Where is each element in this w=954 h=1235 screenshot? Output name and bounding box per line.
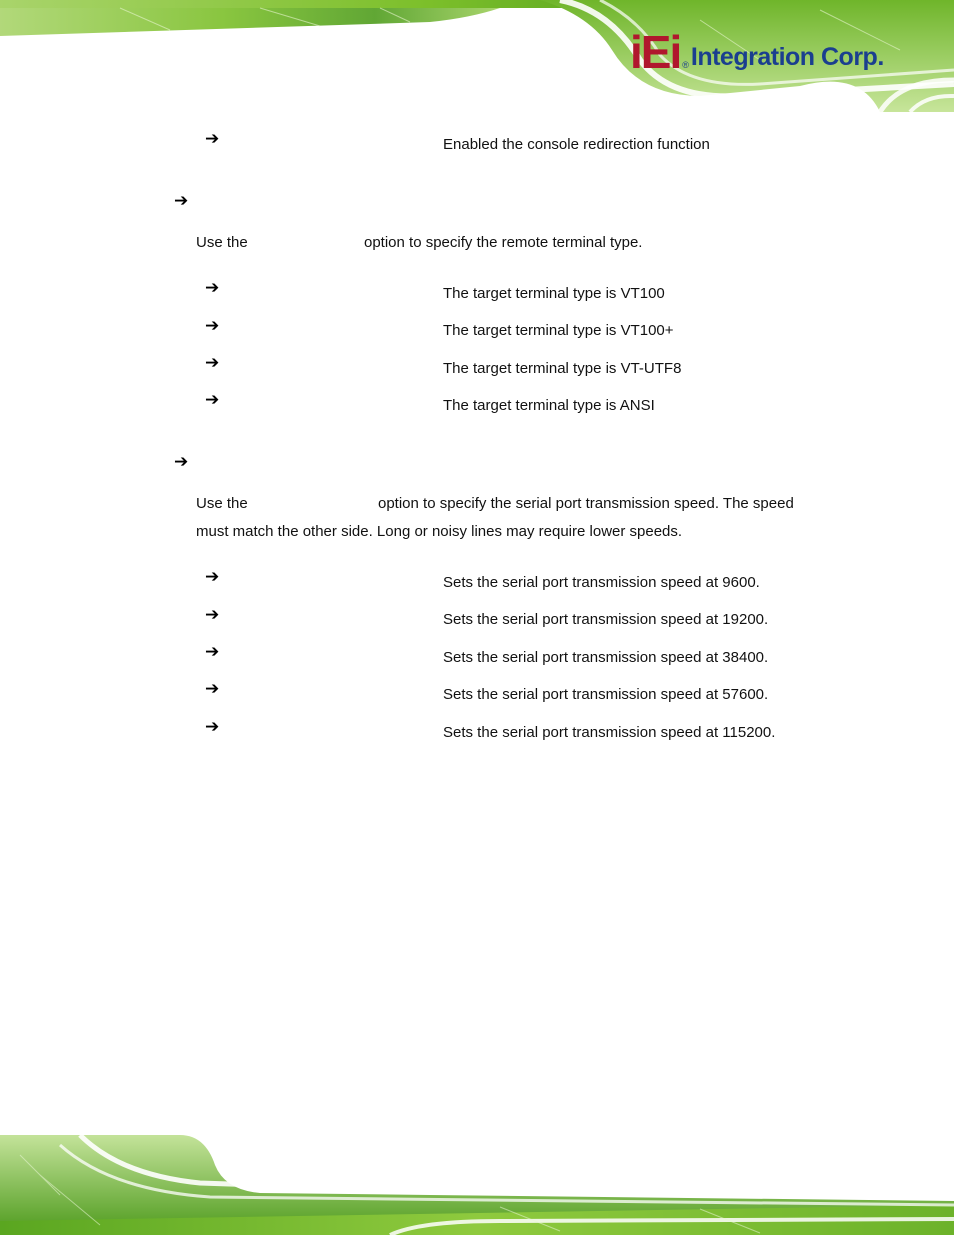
arrow-icon: ➔ xyxy=(205,353,220,373)
baud-rate-intro-line1: option to specify the serial port transmission speed. The speed xyxy=(378,495,794,512)
terminal-type-intro-suffix: option to specify the remote terminal type. xyxy=(364,234,643,251)
arrow-icon: ➔ xyxy=(205,129,220,149)
arrow-icon: ➔ xyxy=(205,278,220,298)
arrow-icon: ➔ xyxy=(205,567,220,587)
arrow-icon: ➔ xyxy=(205,605,220,625)
footer-banner xyxy=(0,1135,954,1235)
option-desc-console-enabled: Enabled the console redirection function xyxy=(443,136,710,153)
option-desc-terminal: The target terminal type is ANSI xyxy=(443,397,655,414)
section-arrow-icon: ➔ xyxy=(174,191,189,211)
terminal-type-intro-prefix: Use the xyxy=(196,234,248,251)
section-arrow-icon: ➔ xyxy=(174,452,189,472)
baud-rate-intro-prefix: Use the xyxy=(196,495,248,512)
arrow-icon: ➔ xyxy=(205,679,220,699)
option-desc-baud: Sets the serial port transmission speed at 19200. xyxy=(443,611,769,628)
baud-rate-intro-line2: must match the other side. Long or noisy lines may require lower speeds. xyxy=(196,523,683,540)
option-desc-baud: Sets the serial port transmission speed at 9600. xyxy=(443,574,760,591)
arrow-icon: ➔ xyxy=(205,642,220,662)
option-desc-terminal: The target terminal type is VT100+ xyxy=(443,322,674,339)
option-desc-terminal: The target terminal type is VT100 xyxy=(443,285,665,302)
logo-mark-text: iEi xyxy=(630,26,681,78)
option-desc-baud: Sets the serial port transmission speed at 57600. xyxy=(443,686,769,703)
arrow-icon: ➔ xyxy=(205,390,220,410)
company-logo xyxy=(630,26,884,78)
option-desc-baud: Sets the serial port transmission speed at 115200. xyxy=(443,724,776,741)
option-desc-baud: Sets the serial port transmission speed at 38400. xyxy=(443,649,769,666)
arrow-icon: ➔ xyxy=(205,717,220,737)
logo-registered-mark: ® xyxy=(682,60,689,70)
logo-mark xyxy=(630,26,681,78)
option-desc-terminal: The target terminal type is VT-UTF8 xyxy=(443,360,682,377)
logo-text: Integration Corp. xyxy=(690,43,884,71)
arrow-icon: ➔ xyxy=(205,316,220,336)
